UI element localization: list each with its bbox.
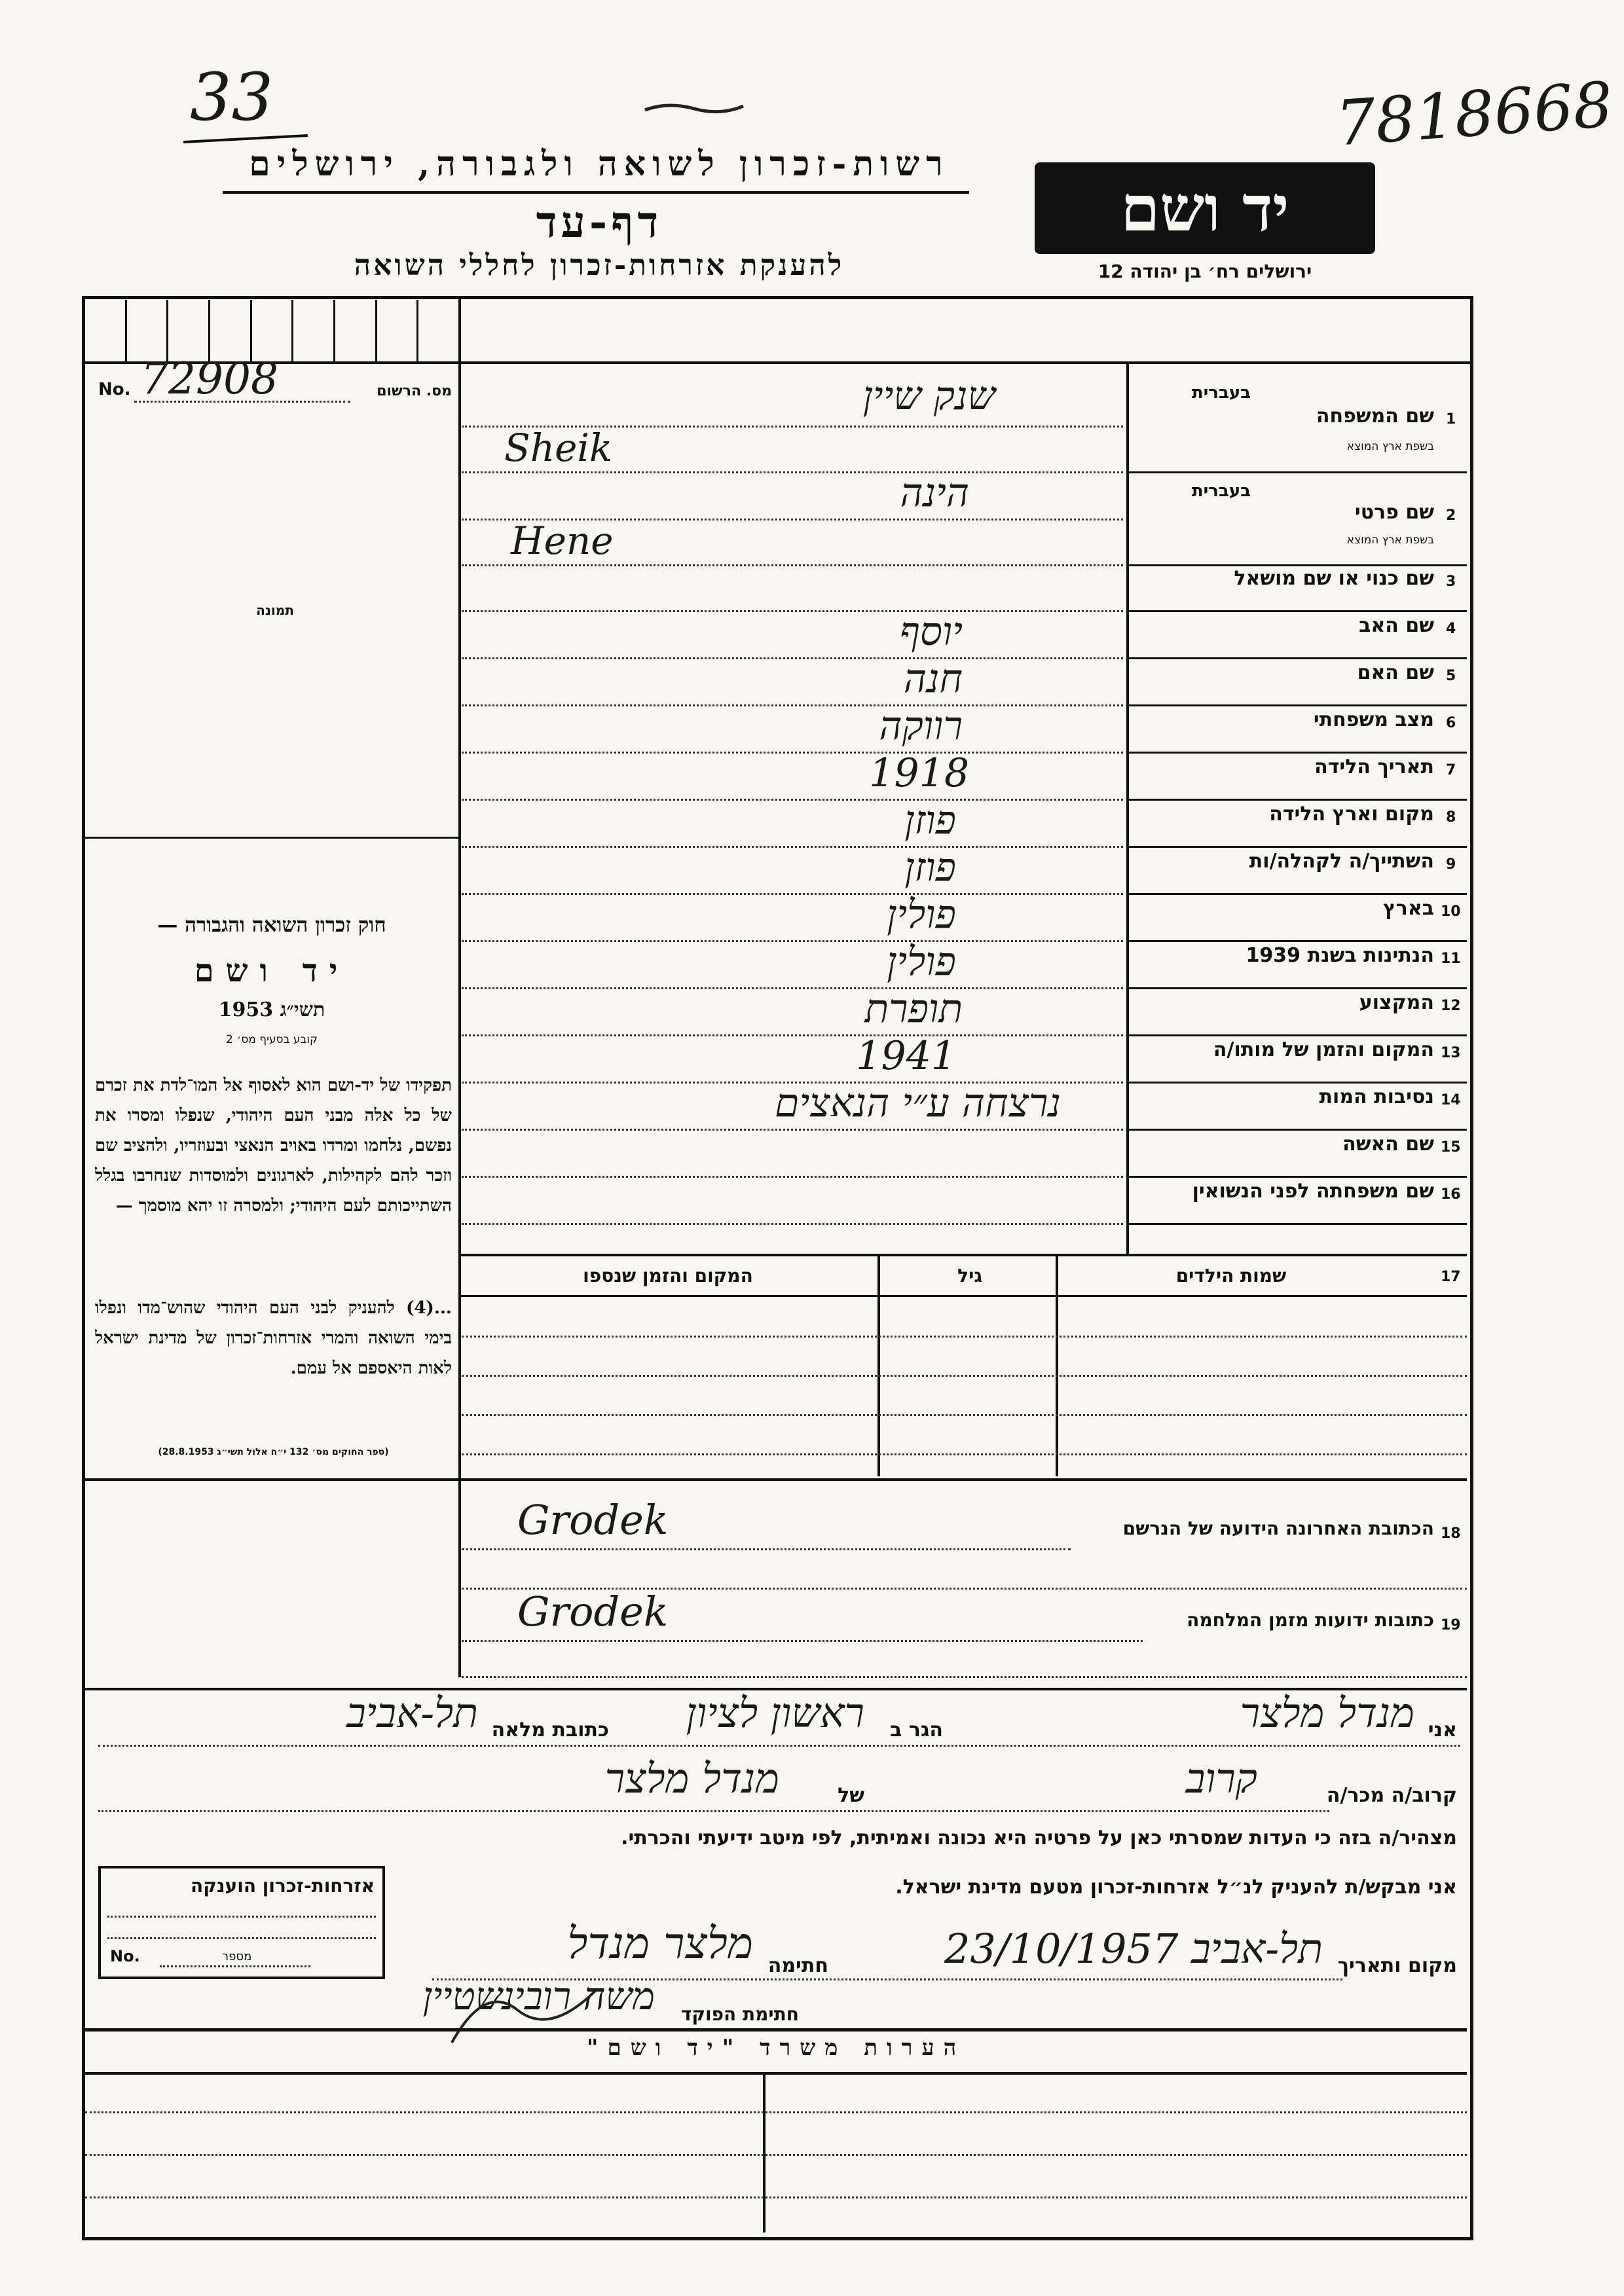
value-dotline (462, 1223, 1123, 1225)
value-dotline (462, 987, 1123, 989)
field-2-label: שם פרטי (1354, 501, 1434, 524)
children-bottom-line (85, 1478, 1467, 1481)
field-18-dotline (462, 1548, 1071, 1550)
field-6-number: 6 (1446, 715, 1456, 731)
children-row-line (462, 1453, 1467, 1455)
institution-name: רשות-זכרון לשואה ולגבורה, ירושלים (249, 144, 950, 184)
value-dotline (462, 1034, 1123, 1036)
children-col-divider-2 (1056, 1254, 1058, 1476)
value-dotline (462, 610, 1123, 612)
field-6-label: מצב משפחתי (1313, 708, 1434, 731)
value-dotline (462, 752, 1123, 754)
field-2-value-hebrew[interactable]: הינה (900, 470, 969, 516)
children-header-line (460, 1295, 1467, 1297)
field-11-label: הנתינות בשנת 1939 (1246, 944, 1434, 967)
field-10-number: 10 (1441, 903, 1461, 920)
registration-boxes (85, 300, 458, 361)
award-line-2 (107, 1937, 376, 1939)
field-5-number: 5 (1446, 668, 1456, 684)
decl-ani: אני (1428, 1719, 1457, 1741)
decl-signature[interactable]: מלצר מנדל (567, 1918, 753, 1969)
notes-line-1 (85, 2111, 1467, 2113)
field-8-label: מקום וארץ הלידה (1269, 803, 1434, 826)
field-16-label: שם משפחתה לפני הנשואין (1192, 1180, 1434, 1203)
law-paragraph-1: תפקידו של יד-ושם הוא לאסוף אל המו־לדת את זכרם של כל אלה מבני העם היהודי, שנפלו ומסרו את נפשם, נלחמו ומרדו באויב הנאצי ובעוזריו, ולהציב שם וזכר להם לקהילות, לארגונים ולמוסדות שנחרבו בגלל השתייכותם לעם היהודי; ולמסרה זו יהא מוסמך — (95, 1076, 452, 1216)
field-11-number: 11 (1441, 951, 1461, 967)
row-line (1128, 1034, 1467, 1036)
field-13-label: המקום והזמן של מותו/ה (1213, 1038, 1434, 1061)
field-3-number: 3 (1446, 574, 1456, 590)
row-line (1128, 471, 1467, 473)
row-line (1128, 799, 1467, 801)
notes-line-3 (85, 2196, 1467, 2198)
form-subtitle: להענקת אזרחות-זכרון לחללי השואה (354, 249, 845, 282)
corner-number: 33 (190, 59, 274, 136)
decl-name[interactable]: מנדל מלצר (1240, 1689, 1414, 1737)
field-15-number: 15 (1441, 1139, 1461, 1156)
field-9-value[interactable]: פוזן (904, 845, 956, 890)
children-col-names: שמות הילדים (1175, 1265, 1287, 1286)
field-5-label: שם האם (1357, 661, 1434, 684)
decl-line-2 (98, 1810, 1329, 1812)
law-note: קובע בסעיף מס׳ 2 (225, 1033, 318, 1046)
field-10-value[interactable]: פולין (887, 892, 956, 938)
children-number: 17 (1441, 1269, 1461, 1285)
children-top-line (460, 1254, 1467, 1256)
row-line (1128, 564, 1467, 566)
value-dotline (462, 471, 1123, 473)
decl-officer-label: חתימת הפוקד (680, 2003, 799, 2025)
decl-of-label: של (838, 1784, 864, 1807)
award-no-label: No. (110, 1947, 140, 1965)
children-col-divider-1 (877, 1254, 880, 1476)
field-18-label: הכתובת האחרונה הידועה של הנרשם (1122, 1518, 1434, 1539)
row-line (1128, 1082, 1467, 1084)
field-5-value[interactable]: חנה (903, 656, 963, 702)
children-col-place: המקום והזמן שנספו (583, 1265, 753, 1286)
field-19-dotline (462, 1640, 1143, 1642)
award-no-line (160, 1965, 310, 1967)
decl-line-1 (98, 1745, 1460, 1747)
field-2-value-local[interactable]: Hene (511, 519, 614, 563)
law-footnote: (ספר החוקים מס׳ 132 י״ח אלול תשי״ג 28.8.1953) (158, 1447, 389, 1457)
row-line (1128, 1223, 1467, 1225)
value-dotline (462, 940, 1123, 942)
value-dotline (462, 846, 1123, 848)
decl-address-label: כתובת מלאה (491, 1719, 609, 1741)
photo-box-bottom (85, 837, 460, 839)
award-line-1 (107, 1916, 376, 1918)
field-7-number: 7 (1446, 762, 1456, 778)
field-2-number: 2 (1446, 507, 1456, 524)
row-line (1128, 987, 1467, 989)
law-name: יד ושם (194, 953, 350, 989)
value-dotline (462, 1129, 1123, 1131)
field-19-number: 19 (1441, 1617, 1461, 1633)
value-dotline (462, 893, 1123, 895)
value-dotline (462, 657, 1123, 659)
field-1-value-hebrew[interactable]: שנק שיין (862, 373, 995, 419)
registration-prefix: No. (98, 380, 131, 399)
field-1-number: 1 (1446, 411, 1456, 428)
decl-relation[interactable]: קרוב (1185, 1755, 1257, 1802)
award-title: אזרחות-זכרון הוענקה (191, 1875, 375, 1897)
row-line (1128, 940, 1467, 942)
field-9-number: 9 (1446, 856, 1456, 873)
row-line (1128, 657, 1467, 659)
children-row-line (462, 1336, 1467, 1338)
logo-text: יד ושם (1120, 171, 1289, 246)
field-10-label: בארץ (1382, 897, 1434, 920)
decl-statement-1: מצהיר/ה בזה כי העדות שמסרתי כאן על פרטיה היא נכונה ואמיתית, לפי מיטב ידיעתי והכרתי. (621, 1827, 1457, 1850)
decl-address[interactable]: תל-אביב (346, 1689, 478, 1737)
field-19-value[interactable]: Grodek (517, 1588, 669, 1635)
field-2-sublabel: בשפת ארץ המוצא (1346, 534, 1434, 547)
field-18-number: 18 (1441, 1525, 1461, 1542)
row-line (1128, 1176, 1467, 1178)
notes-line-2 (85, 2154, 1467, 2156)
field-19-dotline-2 (462, 1676, 1467, 1678)
corner-underline (183, 134, 308, 143)
children-row-line (462, 1414, 1467, 1416)
children-row-line (462, 1375, 1467, 1377)
value-dotline (462, 564, 1123, 566)
notes-header-line (85, 2072, 1467, 2075)
field-14-number: 14 (1441, 1092, 1461, 1108)
field-11-value[interactable]: פולין (887, 939, 956, 985)
registration-number: 72908 (141, 354, 278, 404)
field-9-label: השתייך/ה לקהלה/ות (1249, 850, 1434, 873)
field-14-label: נסיבות המות (1319, 1085, 1434, 1108)
decl-of-name[interactable]: מנדל מלצר (604, 1755, 779, 1802)
award-box (98, 1866, 385, 1979)
row-line (1128, 610, 1467, 612)
field-3-label: שם כנוי או שם מושאל (1234, 567, 1434, 590)
decl-officer-signature[interactable]: משה רובינשטיין (422, 1974, 655, 2018)
notes-col-divider (763, 2072, 766, 2232)
field-1-label: שם המשפחה (1316, 405, 1434, 428)
registration-label: מס. הרשום (377, 383, 452, 399)
law-paragraph-2: ...(4) להעניק לבני העם היהודי שהוש־מדו ונפלו בימי השואה והמרי אזרחות־זכרון של מדינת ישראל לאות היאספם אל עמם. (95, 1298, 452, 1378)
award-number-label: מספר (222, 1950, 252, 1963)
value-dotline (462, 704, 1123, 706)
row-line (1128, 893, 1467, 895)
field-19-label: כתובות ידועות מזמן המלחמה (1187, 1609, 1434, 1631)
label-column-divider (1126, 364, 1129, 1254)
form-title: דף-עד (536, 196, 663, 247)
field-4-number: 4 (1446, 621, 1456, 637)
logo-address: ירושלים רח׳ בן יהודה 12 (1098, 261, 1312, 282)
law-title: חוק זכרון השואה והגבורה — (157, 913, 386, 937)
row-line (1128, 846, 1467, 848)
field-15-label: שם האשה (1342, 1133, 1434, 1156)
stamp-number: 7818668 (1333, 69, 1615, 160)
left-column-divider (458, 296, 461, 1677)
field-16-number: 16 (1441, 1186, 1461, 1203)
law-year: תשי״ג 1953 (218, 998, 325, 1021)
scribble-mark (642, 98, 747, 117)
field-13-value[interactable]: 1941 (856, 1033, 956, 1079)
decl-hagar-b: הגר ב (890, 1719, 943, 1741)
field-12-label: המקצוע (1359, 991, 1434, 1014)
field-14-value[interactable]: נרצחה ע״י הנאצים (775, 1080, 1061, 1126)
decl-place-date-label: מקום ותאריך (1337, 1954, 1457, 1977)
row-line (1128, 752, 1467, 754)
decl-signature-label: חתימה (767, 1954, 828, 1977)
row-line (1128, 704, 1467, 706)
yad-vashem-logo (1035, 162, 1375, 254)
photo-label: תמונה (256, 602, 294, 618)
decl-statement-2: אני מבקש/ת להעניק לנ״ל אזרחות-זכרון מטעם מדינת ישראל. (895, 1876, 1457, 1899)
registration-dotline (134, 401, 350, 403)
field-8-number: 8 (1446, 809, 1456, 826)
field-1-sublabel: בשפת ארץ המוצא (1346, 440, 1434, 453)
field-4-value[interactable]: יוסף (899, 609, 963, 655)
field-1-value-local[interactable]: Sheik (504, 426, 613, 470)
field-2-hebrew-tag: בעברית (1191, 481, 1251, 501)
value-dotline (462, 799, 1123, 801)
field-8-value[interactable]: פוזן (904, 797, 956, 843)
field-12-value[interactable]: תופרת (864, 986, 963, 1032)
field-18-value[interactable]: Grodek (517, 1496, 669, 1544)
decl-city[interactable]: ראשון לציון (686, 1689, 864, 1737)
value-dotline (462, 1176, 1123, 1178)
office-notes-title: הערות משרד "יד ושם" (586, 2035, 966, 2061)
field-13-number: 13 (1441, 1045, 1461, 1061)
children-col-age: גיל (957, 1265, 982, 1286)
institution-underline (223, 191, 969, 194)
top-strip-line (82, 361, 1470, 364)
decl-relation-label: קרוב/ה מכר/ה (1326, 1784, 1457, 1807)
field-6-value[interactable]: רווקה (879, 703, 963, 749)
field-4-label: שם האב (1359, 614, 1434, 637)
field-7-value[interactable]: 1918 (869, 750, 969, 796)
field-7-label: תאריך הלידה (1314, 756, 1434, 778)
notes-top-line (85, 2028, 1467, 2032)
row-line (1128, 1129, 1467, 1131)
field-12-number: 12 (1441, 998, 1461, 1014)
field-1-hebrew-tag: בעברית (1191, 383, 1251, 403)
decl-place-date[interactable]: תל-אביב 23/10/1957 (944, 1925, 1323, 1973)
